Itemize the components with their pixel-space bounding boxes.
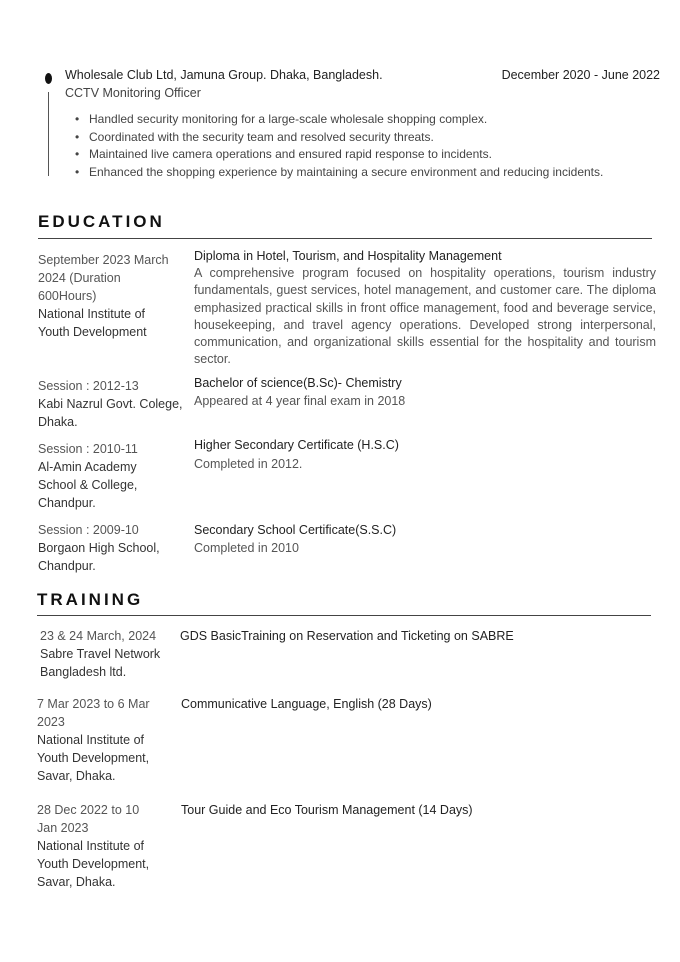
education-institution: School & College, [38, 478, 138, 492]
training-line: Youth Development, [37, 751, 150, 765]
education-institution: Al-Amin Academy [38, 460, 137, 474]
training-course: GDS BasicTraining on Reservation and Ticketing on SABRE [180, 629, 514, 643]
training-line: 23 & 24 March, 2024 [40, 629, 157, 643]
experience-bullet: • Coordinated with the security team and resolved security threats. [72, 129, 603, 147]
education-institution: Chandpur. [38, 559, 96, 573]
training-line: National Institute of [37, 733, 145, 747]
experience-bullet: • Enhanced the shopping experience by maintaining a secure environment and reducing incidents. [72, 164, 603, 182]
training-line: Bangladesh ltd. [40, 665, 127, 679]
experience-bullets [72, 111, 603, 181]
experience-bullet: • Handled security monitoring for a large-scale wholesale shopping complex. [72, 111, 603, 129]
experience-dates: December 2020 - June 2022 [501, 68, 660, 82]
training-line: 7 Mar 2023 to 6 Mar [37, 697, 150, 711]
training-line: Jan 2023 [37, 821, 89, 835]
education-date: Session : 2012-13 [38, 379, 139, 393]
education-entry-left [38, 377, 188, 431]
education-institution: Chandpur. [38, 496, 96, 510]
education-description: Completed in 2010 [194, 541, 299, 555]
training-line: Youth Development, [37, 857, 150, 871]
education-divider [38, 238, 652, 239]
education-heading: EDUCATION [38, 212, 165, 231]
education-degree: Diploma in Hotel, Tourism, and Hospitality Management [194, 249, 502, 263]
experience-role: CCTV Monitoring Officer [65, 86, 201, 100]
timeline-line [48, 92, 49, 176]
training-line: Savar, Dhaka. [37, 769, 116, 783]
education-date: 2024 (Duration [38, 271, 121, 285]
timeline-dot [45, 73, 52, 84]
training-entry-left [40, 627, 180, 681]
education-degree: Higher Secondary Certificate (H.S.C) [194, 438, 399, 452]
education-description: Appeared at 4 year final exam in 2018 [194, 394, 406, 408]
education-institution: Kabi Nazrul Govt. Colege, [38, 397, 183, 411]
training-course: Communicative Language, English (28 Days) [181, 697, 432, 711]
education-degree: Secondary School Certificate(S.S.C) [194, 523, 397, 537]
training-line: Sabre Travel Network [40, 647, 161, 661]
training-entry-left [37, 695, 177, 785]
training-divider [37, 615, 651, 616]
training-line: Savar, Dhaka. [37, 875, 116, 889]
education-entry-left [38, 251, 188, 341]
experience-company: Wholesale Club Ltd, Jamuna Group. Dhaka, Bangladesh. [65, 68, 383, 82]
training-line: 28 Dec 2022 to 10 [37, 803, 140, 817]
training-line: National Institute of [37, 839, 145, 853]
education-date: September 2023 March [38, 253, 169, 267]
education-date: Session : 2009-10 [38, 523, 139, 537]
education-description: A comprehensive program focused on hospitality operations, tourism industry fundamentals, guest services, hotel management, and customer care. The diploma emphasized practical skills in front office management, food and beverage service, housekeeping, and travel agency operations. Developed strong interpersonal, communication, and organizational skills essential for the hospitality and tourism sector. [194, 266, 656, 367]
education-institution: Borgaon High School, [38, 541, 160, 555]
training-heading: TRAINING [37, 590, 144, 609]
education-description: Completed in 2012. [194, 457, 303, 471]
training-entry-left [37, 801, 177, 891]
experience-bullet: • Maintained live camera operations and ensured rapid response to incidents. [72, 146, 603, 164]
education-date: Session : 2010-11 [38, 442, 138, 456]
education-institution: National Institute of [38, 307, 146, 321]
education-entry-left [38, 521, 188, 575]
education-date: 600Hours) [38, 289, 97, 303]
education-institution: Youth Development [38, 325, 147, 339]
education-entry-left [38, 440, 188, 512]
education-institution: Dhaka. [38, 415, 78, 429]
education-degree: Bachelor of science(B.Sc)- Chemistry [194, 376, 402, 390]
training-course: Tour Guide and Eco Tourism Management (14 Days) [181, 803, 473, 817]
training-line: 2023 [37, 715, 65, 729]
